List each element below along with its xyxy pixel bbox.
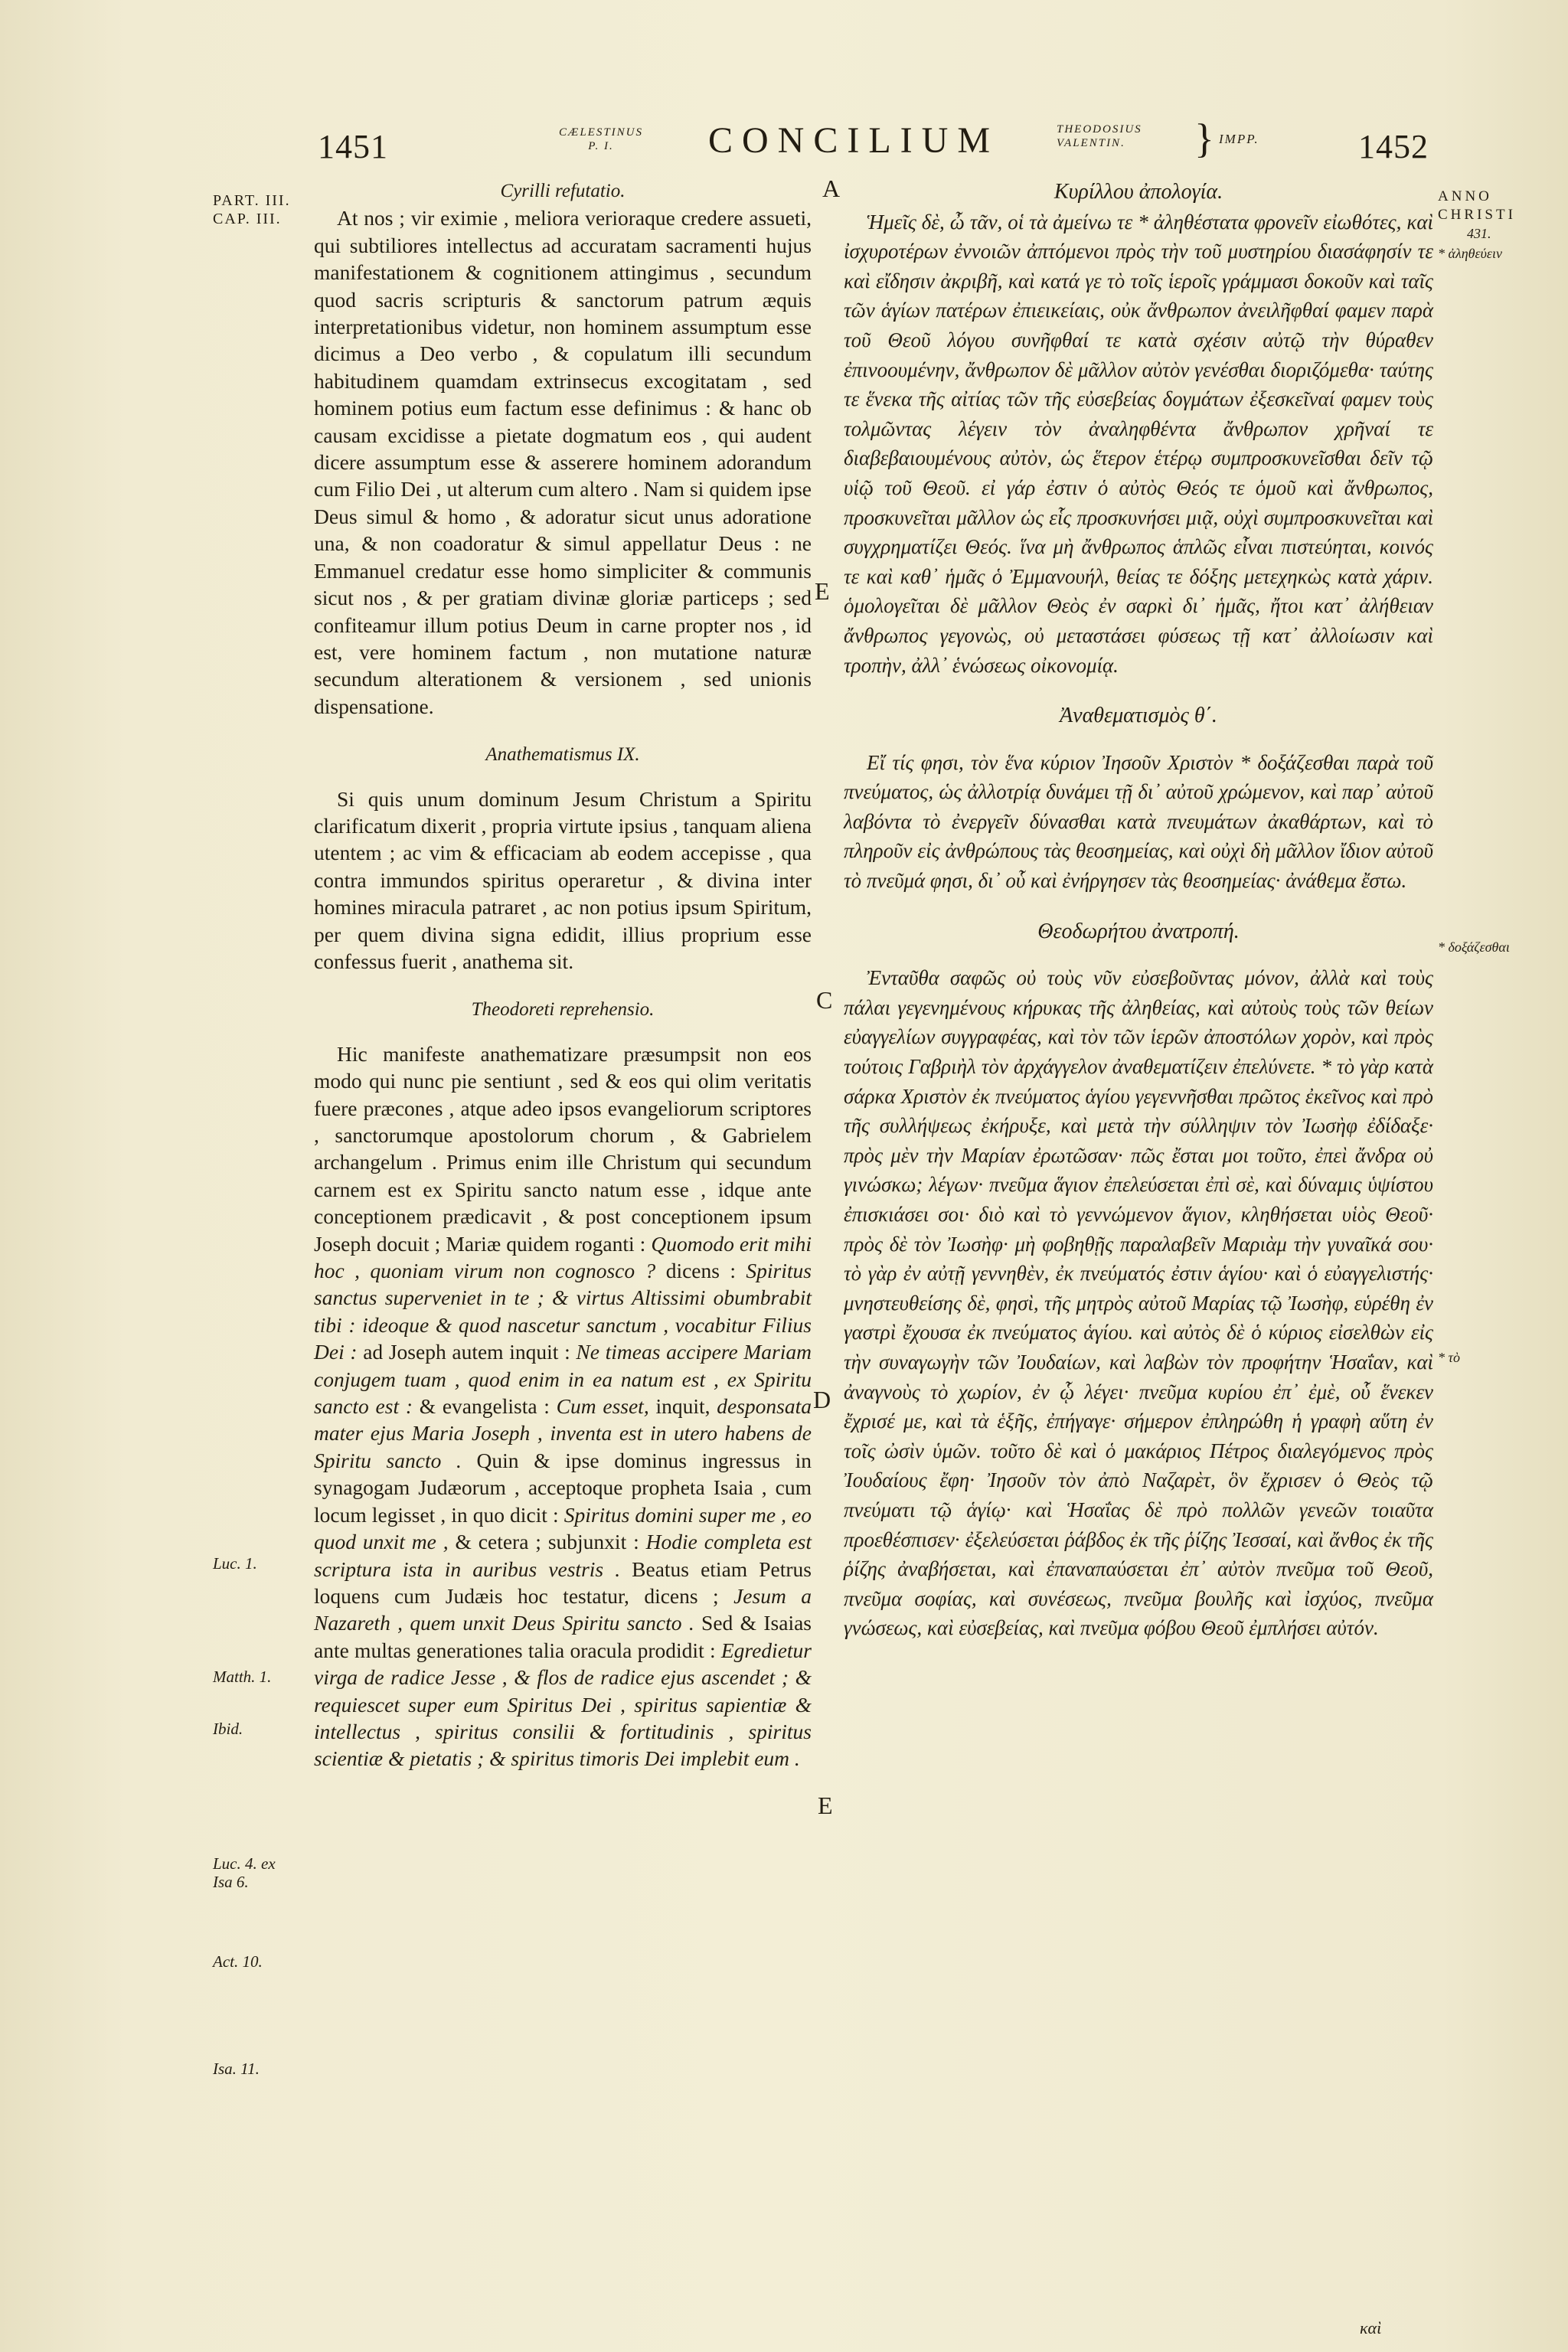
latin-heading-reprehensio: Theodoreti reprehensio. (471, 999, 655, 1021)
margin-anno: ANNO (1438, 188, 1492, 204)
section-letter-b: E (815, 577, 830, 605)
latin-quote: Jesum a Nazareth , quem unxit Deus Spiritu sancto . (314, 1583, 812, 1635)
greek-heading-anatrope: Θεοδωρήτου ἀνατροπή. (1037, 919, 1240, 943)
latin-text: & evangelista : (412, 1394, 557, 1419)
greek-paragraph-2: Εἴ τίς φησι, τὸν ἕνα κύριον Ἰησοῦν Χριστὸν * δοξάζεσθαι παρὰ τοῦ πνεύματος, ὡς ἀλλοτρίᾳ δυνάμει τῇ δι᾽ αὐτοῦ χρώμενον, καὶ παρ᾽ αὐτοῦ λαβόντα τὸ ἐνεργεῖν δύνασθαι κατὰ πνευμάτων ἀκαθάρτων, καὶ τὸ πληροῦν εἰς ἀνθρώπους τὰς θεοσημείας, καὶ οὐχὶ δὴ μᾶλλον ἴδιον αὐτοῦ τὸ πνεῦμά φησι, δι᾽ οὗ καὶ ἐνήργησεν τὰς θεοσημείας· ἀνάθεμα ἔστω. (844, 750, 1433, 893)
latin-quote: Cum esset, (556, 1394, 649, 1419)
header-right-label (1057, 122, 1194, 150)
latin-quote: Hodie completa est scriptura ista in auribus vestris . (314, 1530, 812, 1581)
latin-text: Quin & ipse dominus ingressus in synagogam Judæorum , acceptoque propheta Isaia , cum locum legisset , in quo dicit : (314, 1448, 812, 1527)
greek-paragraph-1: Ἡμεῖς δὲ, ὦ τᾶν, οἱ τὰ ἀμείνω τε * ἀληθέστατα φρονεῖν εἰωθότες, καὶ ἰσχυροτέρων ἐννοιῶν ἀπτόμενοι πρὸς τὴν τοῦ μυστηρίου διασάφησίν τε καὶ εἴδησιν ἀκριβῆ, καὶ κατά γε τὸ τοῖς ἱεροῖς γράμμασι δοκοῦν καὶ ταῖς τῶν ἁγίων πατέρων ἐπιεικείαις, οὐκ ἄνθρωπον ἀνειλῆφθαί φαμεν παρὰ τοῦ Θεοῦ λόγου συνῆφθαί τε κατὰ σχέσιν αὐτῷ τὴν θύραθεν ἐπινοουμένην, ἄνθρωπον δὲ μᾶλλον αὐτὸν γενέσθαι διοριζόμεθα· ταύτης τε ἕνεκα τῆς αἰτίας τῶν τῆς εὐσεβείας δογμάτων ἐξεσκεῖναί φαμεν τοὺς τολμῶντας λέγειν τὸν ἀναληφθέντα ἄνθρωπον χρῆναί τε διαβεβαιουμένους αὐτὸν, ὡς ἕτερον ἑτέρῳ συμπροσκυνεῖσθαι δεῖν τῷ υἱῷ τοῦ Θεοῦ. εἰ γάρ ἐστιν ὁ αὐτὸς Θεός τε ὁμοῦ καὶ ἄνθρωπος, προσκυνεῖται μᾶλλον ὡς εἷς προσκυνήσει μιᾷ, οὐχὶ συμπροσκυνεῖται καὶ συγχρηματίζει Θεός. ἵνα μὴ ἄνθρωπος ἁπλῶς εἶναι πιστεύηται, κοινός τε καὶ καθ᾽ ἡμᾶς ὁ Ἐμμανουήλ, θείας τε δόξης μετεχηκὼς κατὰ χάριν. ὁμολογεῖται δὲ μᾶλλον Θεὸς ἐν σαρκὶ δι᾽ ἡμᾶς, ἤτοι κατ᾽ ἀλήθειαν ἄνθρωπος γεγονὼς, οὐ μεταστάσει φύσεως τῇ κατ᾽ ἀλλοίωσιν καὶ τροπὴν, ἀλλ᾽ ἑνώσεως οἰκονομίᾳ. (844, 210, 1433, 677)
greek-heading-anathematismos: Ἀναθεματισμὸς θ΄. (1060, 704, 1217, 728)
margin-note-1: * ἀληθεύειν (1438, 246, 1502, 261)
page-number-right: 1452 (1358, 128, 1429, 165)
latin-text: inquit, (648, 1394, 717, 1419)
latin-text: dicens : (655, 1259, 746, 1283)
greek-paragraph-3: Ἐνταῦθα σαφῶς οὐ τοὺς νῦν εὐσεβοῦντας μόνον, ἀλλὰ καὶ τοὺς πάλαι γεγενημένους κήρυκας τῆς ἀληθείας, καὶ αὐτοὺς τοὺς τῶν θείων εὐαγγελίων συγγραφέας, καὶ τὸν τῶν ἱερῶν ἀποστόλων χορὸν, καὶ πρὸς τούτοις Γαβριὴλ τὸν ἀρχάγγελον ἀναθεματίζειν ἐπελύνετε. * τὸ γὰρ κατὰ σάρκα Χριστὸν ἐκ πνεύματος ἁγίου γεγεννῆσθαι πρῶτος ἐκεῖνος καὶ πρὸ τῆς συλλήψεως ἐκήρυξε, καὶ μετὰ τὴν σύλληψιν τὸν Ἰωσὴφ ἐδίδαξε· πρὸς μὲν τὴν Μαρίαν ἐρωτῶσαν· πῶς ἔσται μοι τοῦτο, ἐπεὶ ἄνδρα οὐ γινώσκω; λέγων· πνεῦμα ἅγιον ἐπελεύσεται ἐπὶ σὲ, καὶ δύναμις ὑψίστου ἐπισκιάσει σοι· διὸ καὶ τὸ γεννώμενον ἅγιον, κληθήσεται υἱὸς Θεοῦ· πρὸς δὲ τὸν Ἰωσὴφ· μὴ φοβηθῇς παραλαβεῖν Μαριὰμ τὴν γυναῖκά σου· τὸ γὰρ ἐν αὐτῇ γεννηθὲν, ἐκ πνεύματός ἐστιν ἁγίου· καὶ ὁ εὐαγγελιστής· μνηστευθείσης δὲ, φησὶ, τῆς μητρὸς αὐτοῦ Μαρίας τῷ Ἰωσὴφ, εὑρέθη ἐν γαστρὶ ἔχουσα ἐκ πνεύματος ἁγίου. καὶ αὐτὸς δὲ ὁ κύριος εἰσελθὼν εἰς τὴν συναγωγὴν τῶν Ἰουδαίων, καὶ λαβὼν τὸν προφήτην Ἡσαΐαν, καὶ ἀναγνοὺς τὸ χωρίον, ἐν ᾧ λέγει· πνεῦμα κυρίου ἐπ᾽ ἐμὲ, οὗ ἕνεκεν ἔχρισέ με, καὶ τὰ ἑξῆς, ἐπήγαγε· σήμερον ἐπληρώθη ἡ γραφὴ αὕτη ἐν τοῖς ὠσὶν ὑμῶν. τοῦτο δὲ καὶ ὁ μακάριος Πέτρος διαλεγόμενος πρὸς Ἰουδαίους ἔφη· Ἰησοῦν τὸν ἀπὸ Ναζαρὲτ, ὃν ἔχρισεν ὁ Θεὸς τῷ πνεύματι τῷ ἁγίῳ· καὶ Ἡσαΐας δὲ πρὸ πολλῶν γενεῶν τοιαῦτα προεθέσπισεν· ἐξελεύσεται ῥάβδος ἐκ τῆς ῥίζης Ἰεσσαί, καὶ ἄνθος ἐκ τῆς ῥίζης ἀναβήσεται, καὶ ἐπαναπαύσεται ἐπ᾽ αὐτὸν πνεῦμα τοῦ Θεοῦ, πνεῦμα σοφίας, καὶ συνέσεως, πνεῦμα βουλῆς καὶ ἰσχύος, πνεῦμα γνώσεως, καὶ εὐσεβείας, καὶ πνεῦμα φόβου Θεοῦ ἐμπλήσει αὐτόν. (844, 966, 1433, 1640)
latin-quote: Quomodo erit mihi hoc , quoniam virum non cognosco ? (314, 1231, 812, 1283)
margin-year: 431. (1467, 226, 1491, 241)
latin-quote: Spiritus sanctus superveniet in te ; & virtus Altissimi obumbrabit tibi : ideoque & quod nascetur sanctum , vocabitur Filius Dei : (314, 1259, 812, 1364)
latin-column (314, 178, 812, 1772)
margin-ref-isa11: Isa. 11. (213, 2060, 260, 2078)
section-letter-e: E (818, 1792, 833, 1819)
header-left-line-2: P. I. (588, 140, 614, 152)
header-impp: IMPP. (1219, 132, 1259, 146)
section-letter-a: A (822, 175, 841, 202)
margin-ref-luc1: Luc. 1. (213, 1554, 257, 1573)
margin-cap: CAP. III. (213, 211, 282, 227)
margin-part: PART. III. (213, 192, 291, 209)
margin-ref-isa6: Isa 6. (213, 1873, 249, 1891)
page-number-left: 1451 (318, 128, 388, 165)
header-right-line-1: THEODOSIUS (1057, 123, 1142, 136)
margin-ref-matth1: Matth. 1. (213, 1668, 272, 1686)
latin-text: Hic manifeste anathematizare præsumpsit non eos modo qui nunc pie sentiunt , sed & eos qui olim veritatis fuere præcones , atque adeo ipsos evangeliorum scriptores , sanctorumque apostolorum chorum , & Gabrielem archangelum . Primus enim ille Christum qui secundum carnem est ex Spiritu sancto natum esse , idque ante conceptionem prædicavit , & post conceptionem ipsum Joseph docuit ; Mariæ quidem roganti : (314, 1041, 812, 1256)
latin-paragraph-1: At nos ; vir eximie , meliora verioraque credere assueti, qui subtiliores intellectus ad accuratam sacramenti hujus manifestationem & cognitionem attingimus , secundum quod sacris scripturis & sanctorum patrum æquis interpretationibus videtur, non hominem assumptum esse dicimus a Deo verbo , & copulatum illi secundum habitudinem quamdam extrinsecus excogitatam , sed hominem potius eum factum esse definimus : & hanc ob causam excidisse a pietate dogmatum eos , qui audent dicere assumptum esse & asserere hominem adorandum cum Filio Dei , ut alterum cum altero . Nam si quidem ipse Deus simul & homo , & adoratur sicut unus adoratione una, & non coadoratur & simul appellatur Deus : ne Emmanuel credatur esse homo simpliciter & communis sicut nos , & per gratiam divinæ gloriæ particeps ; sed confiteamur illum potius Deum in carne propter nos , id est, vere hominem factum , non mutatione naturæ secundum alterationem & versionem , sed unionis dispensatione. (314, 206, 812, 718)
section-letter-c: C (816, 986, 833, 1014)
latin-paragraph-2: Si quis unum dominum Jesum Christum a Spiritu clarificatum dixerit , propria virtute ipsius , tanquam aliena utentem ; ac vim & efficaciam ab eodem accepisse , qua contra immundos spiritus operaretur , & divina inter homines miracula patraret , ac non potius ipsum Spiritum, per quem divina signa edidit, illius proprium esse confessus fuerit , anathema sit. (314, 786, 812, 973)
header-left-line-1: CÆLESTINUS (558, 126, 644, 139)
latin-text: & cetera ; subjunxit : (448, 1530, 646, 1554)
latin-paragraph-3 (314, 1040, 812, 1772)
latin-heading-anathematismus: Anathematismus IX. (485, 744, 640, 766)
latin-quote: desponsata mater ejus Maria Joseph , inventa est in utero habens de Spiritu sancto . (314, 1394, 812, 1472)
margin-ref-ibid: Ibid. (213, 1720, 243, 1738)
margin-ref-act10: Act. 10. (213, 1952, 263, 1971)
margin-note-2: * δοξάζεσθαι (1438, 939, 1510, 955)
latin-heading-refutatio: Cyrilli refutatio. (500, 181, 626, 201)
section-letter-d: D (813, 1386, 831, 1413)
margin-ref-luc4: Luc. 4. ex (213, 1854, 276, 1873)
latin-quote: Egredietur virga de radice Jesse , & flos de radice ejus ascendet ; & requiescet super eum Spiritus Dei , spiritus sapientiæ & intellectus , spiritus consilii & fortitudinis , spiritus scientiæ & pietatis ; & spiritus timoris Dei implebit eum . (314, 1638, 812, 1771)
margin-note-3: * τὸ (1438, 1350, 1460, 1365)
running-title: CONCILIUM (708, 120, 999, 161)
greek-heading-apologia: Κυρίλλου ἀπολογία. (1054, 180, 1223, 204)
header-left-label (528, 126, 674, 153)
latin-text: Sed & Isaias ante multas generationes talia oracula prodidit : (314, 1611, 812, 1662)
latin-text: Beatus etiam Petrus loquens cum Judæis hoc testatur, dicens ; (314, 1557, 812, 1608)
latin-quote: Spiritus domini super me , eo quod unxit me , (314, 1502, 812, 1554)
header-right-line-2: VALENTIN. (1057, 137, 1125, 149)
margin-christi: CHRISTI (1438, 207, 1516, 223)
latin-quote: Ne timeas accipere Mariam conjugem tuam , quod enim in ea natum est , ex Spiritu sancto est : (314, 1340, 812, 1419)
header-brace: } (1194, 116, 1214, 162)
greek-column (844, 178, 1433, 1643)
latin-text: ad Joseph autem inquit : (357, 1340, 577, 1364)
catchword: καὶ (1360, 2318, 1382, 2337)
